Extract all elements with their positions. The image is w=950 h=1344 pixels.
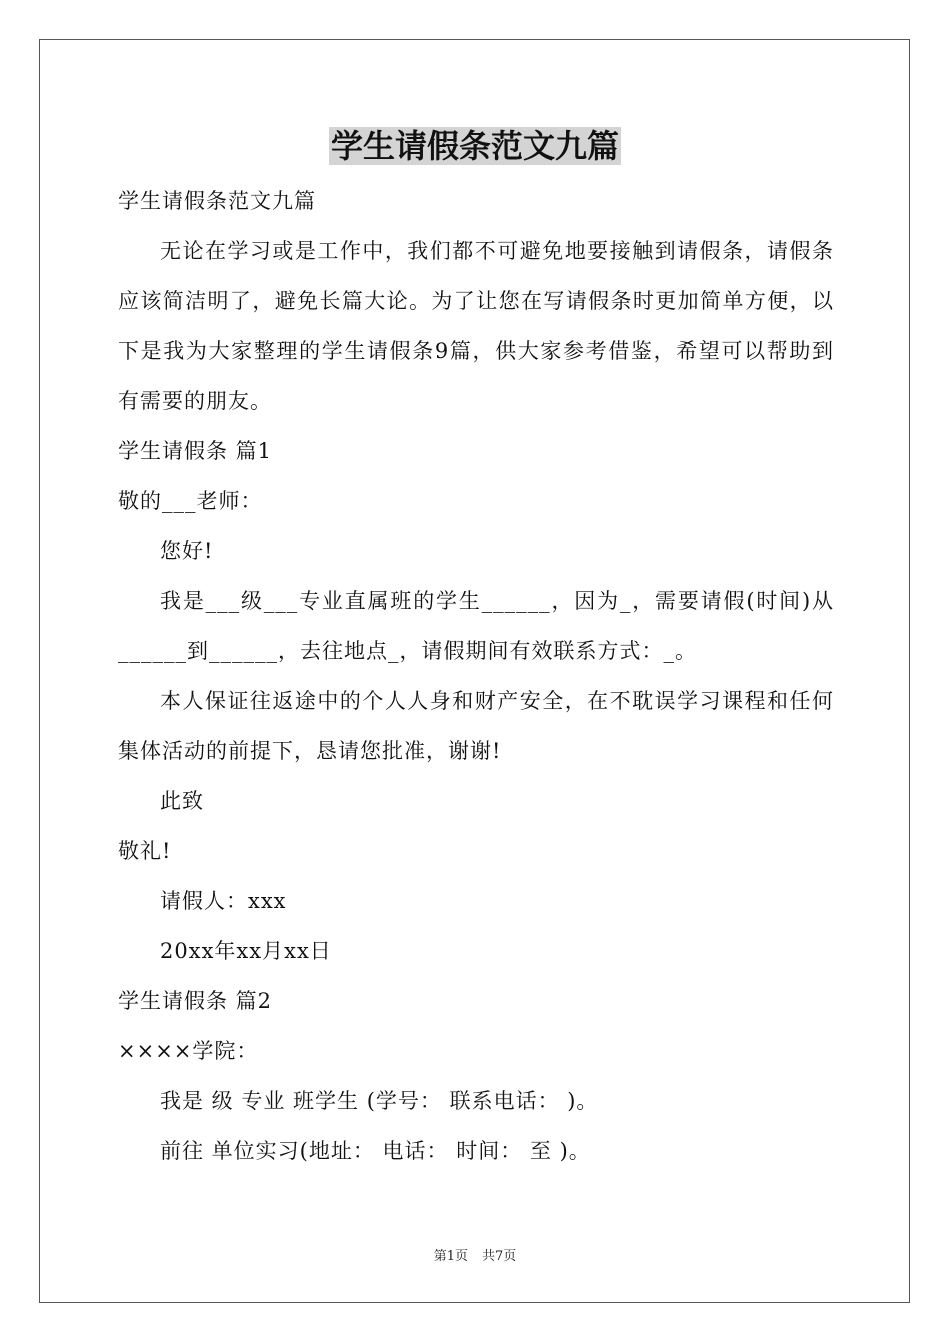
paragraph-internship-2: 前往 单位实习(地址： 电话： 时间： 至 )。 — [160, 1139, 591, 1163]
regards-1: 敬礼! — [118, 839, 172, 863]
page-footer — [0, 1245, 950, 1264]
page-number: 第1页 — [433, 1249, 468, 1264]
signer-1: 请假人：xxx — [160, 889, 287, 913]
page-total: 共7页 — [482, 1249, 517, 1264]
document-title-text: 学生请假条范文九篇 — [330, 127, 619, 165]
salutation-2: ××××学院： — [118, 1039, 259, 1063]
paragraph-guarantee-1: 本人保证往返途中的个人人身和财产安全，在不耽误学习课程和任何集体活动的前提下，恳请您批准，谢谢! — [118, 689, 834, 763]
date-1: 20xx年xx月xx日 — [160, 939, 332, 963]
section-heading-1: 学生请假条 篇1 — [118, 439, 273, 463]
paragraph-student-info-2: 我是 级 专业 班学生 (学号： 联系电话： )。 — [160, 1089, 599, 1113]
paragraph-request-1: 我是___级___专业直属班的学生______，因为_，需要请假(时间)从______到______，去往地点_，请假期间有效联系方式：_。 — [118, 589, 834, 663]
closing-1: 此致 — [160, 789, 204, 813]
greeting-1: 您好! — [160, 539, 214, 563]
document-body — [118, 176, 834, 1176]
paragraph-subtitle: 学生请假条范文九篇 — [118, 189, 316, 213]
paragraph-intro: 无论在学习或是工作中，我们都不可避免地要接触到请假条，请假条应该简洁明了，避免长篇大论。为了让您在写请假条时更加简单方便，以下是我为大家整理的学生请假条9篇，供大家参考借鉴，希望可以帮助到有需要的朋友。 — [118, 239, 834, 413]
salutation-1: 敬的___老师： — [118, 489, 263, 513]
document-title — [0, 124, 950, 168]
section-heading-2: 学生请假条 篇2 — [118, 989, 273, 1013]
